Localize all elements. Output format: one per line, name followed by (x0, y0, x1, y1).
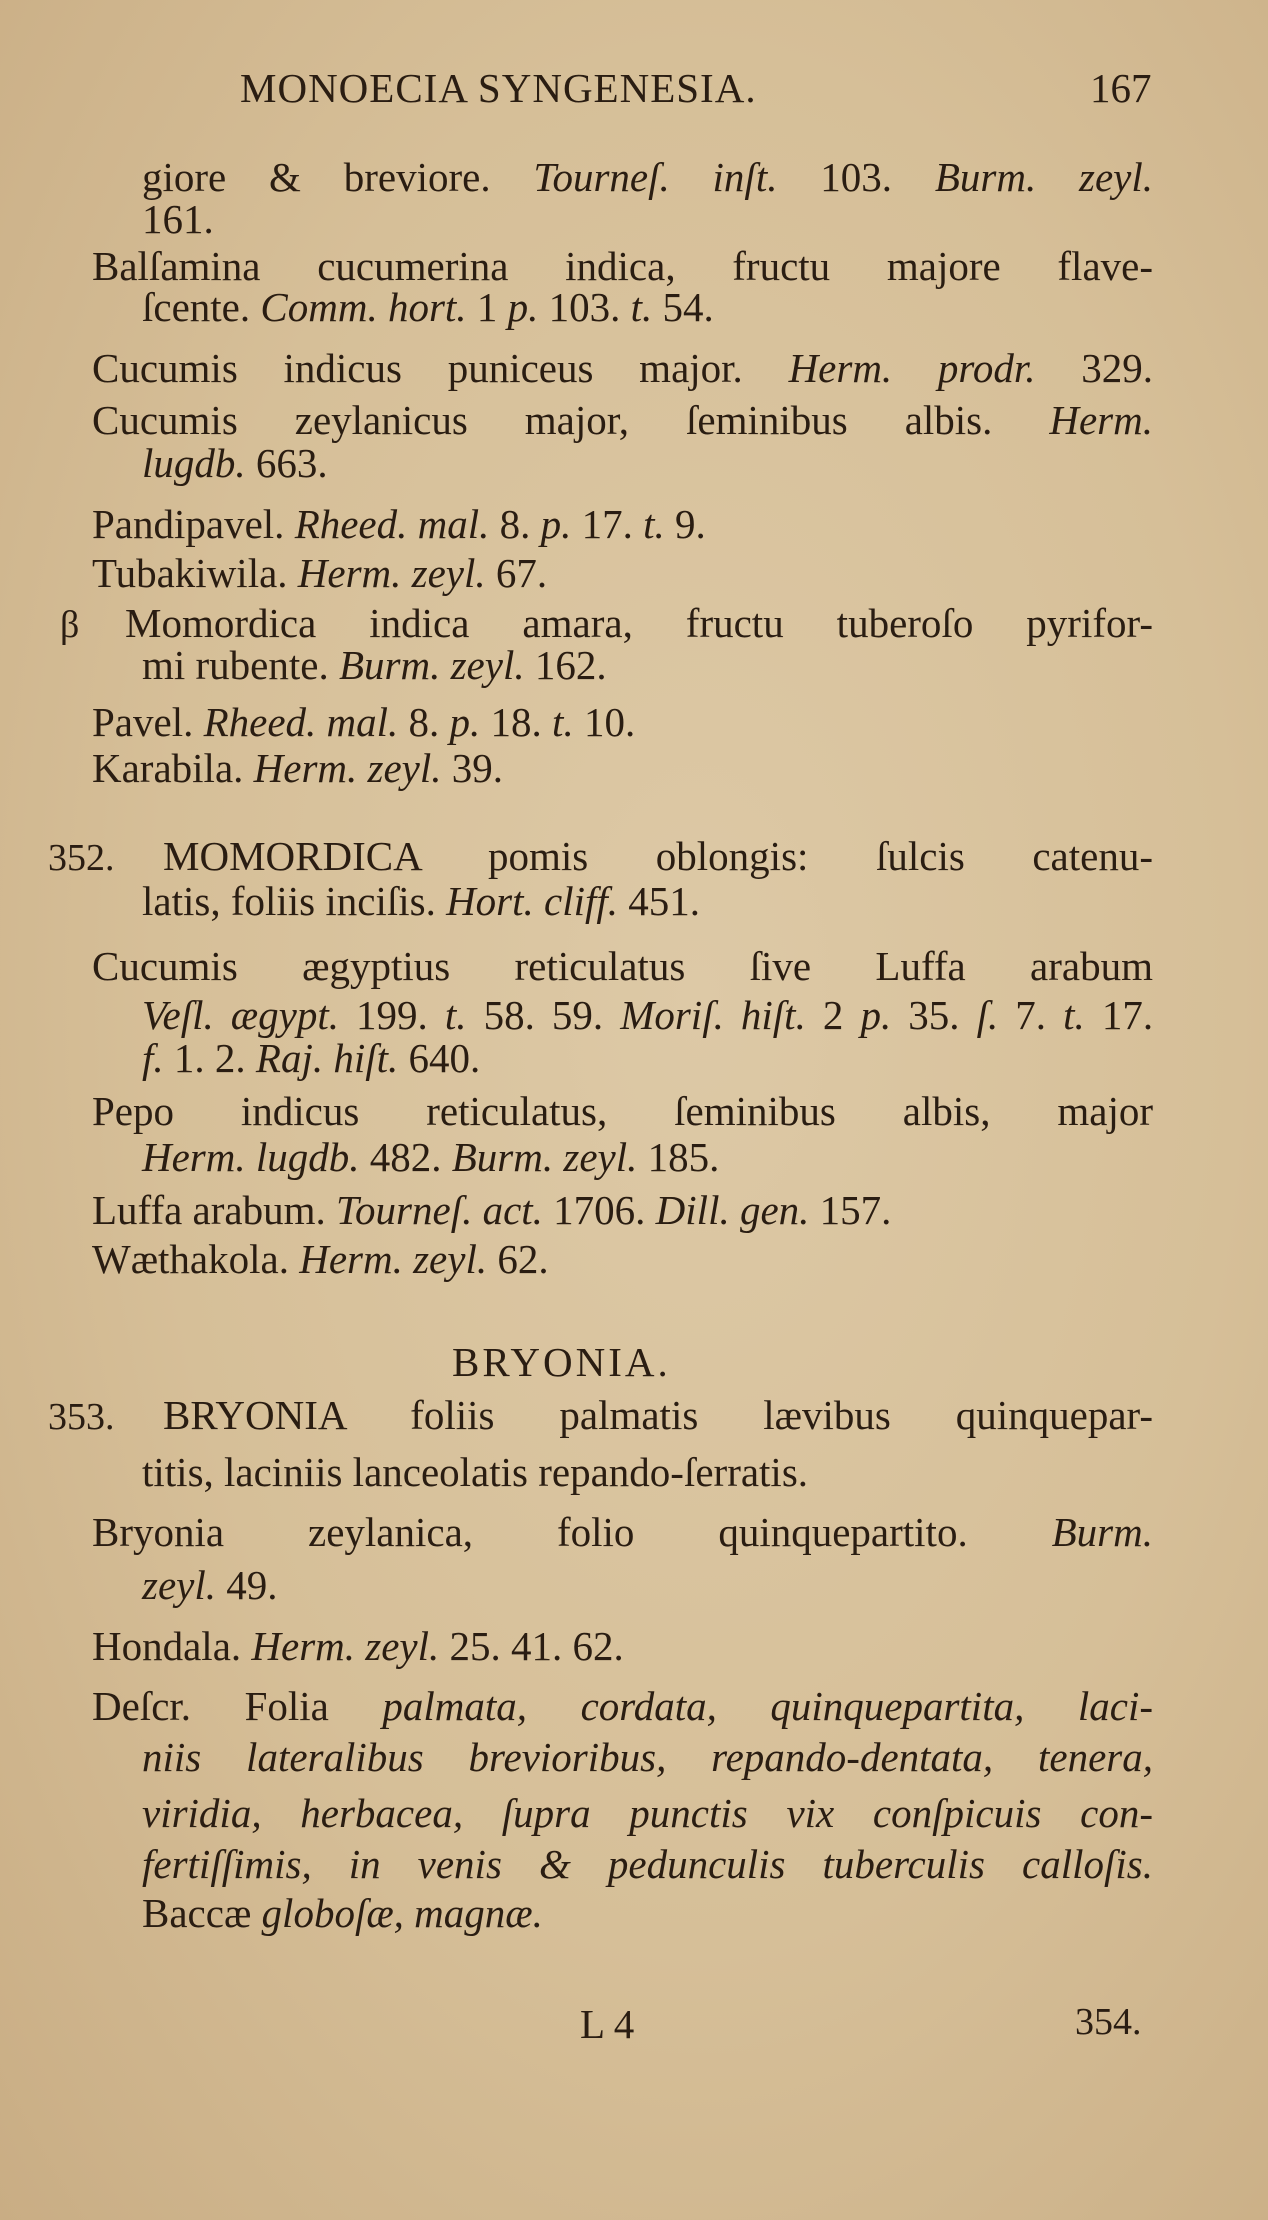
entry-text: 54. (662, 284, 714, 330)
text-line (142, 1889, 543, 1937)
entry-text: Luffa arabum. (92, 1187, 326, 1233)
text-line (142, 1789, 1153, 1837)
text-line (92, 698, 635, 746)
citation-text: Rheed. mal. (203, 699, 399, 745)
text-line (142, 1448, 808, 1496)
entry-text: 199. (356, 992, 428, 1038)
text-line (92, 396, 1153, 444)
entry-text: 49. (226, 1562, 278, 1608)
citation-text: Rheed. mal. (294, 501, 490, 547)
species-number: 352. (48, 837, 115, 879)
page-number: 167 (1090, 65, 1152, 111)
entry-text: Cucumis ægyptius reticulatus ſive Luffa arabum (92, 943, 1153, 989)
citation-text: t. (1063, 992, 1085, 1038)
text-line (92, 744, 503, 792)
citation-text: Burm. zeyl. (451, 1134, 638, 1180)
entry-text: 482. (369, 1134, 442, 1180)
citation-text: Comm. hort. (260, 284, 467, 330)
text-line (142, 1034, 480, 1082)
text-line (142, 1733, 1153, 1781)
entry-text: Deſcr. (92, 1683, 192, 1729)
citation-text: Burm. (1051, 1509, 1153, 1555)
entry-text: Pandipavel. (92, 501, 285, 547)
text-line (92, 1186, 891, 1234)
text-line (142, 1561, 278, 1609)
citation-text: Herm. (1049, 397, 1153, 443)
citation-text: Tourneſ. inſt. (533, 154, 778, 200)
text-line (142, 641, 607, 689)
entry-text: Hondala. (92, 1623, 242, 1669)
text-line (92, 1622, 624, 1670)
text-line (142, 1840, 1153, 1888)
entry-text: 329. (1081, 345, 1154, 391)
text-line (142, 877, 700, 925)
text-line (92, 1235, 549, 1283)
entry-text: 67. (495, 550, 548, 596)
entry-text: Folia (244, 1683, 329, 1729)
entry-text: Momordica indica amara, fructu tuberoſo pyrifor- (125, 600, 1153, 646)
entry-text: 2 (822, 992, 844, 1038)
entry-text: 17. (581, 501, 633, 547)
entry-text: mi rubente. (142, 642, 329, 688)
text-line (163, 1391, 1153, 1439)
entry-text: 62. (497, 1236, 549, 1282)
entry-text: 58. 59. (483, 992, 604, 1038)
citation-text: viridia, herbacea, ſupra punctis vix conſpicuis con- (142, 1790, 1153, 1836)
entry-text: Baccæ (142, 1890, 252, 1936)
entry-text: 39. (451, 745, 504, 791)
citation-text: Herm. zeyl. (297, 550, 486, 596)
entry-text: Balſamina cucumerina indica, fructu majore flave- (92, 243, 1153, 289)
entry-text: Bryonia zeylanica, folio quinquepartito. (92, 1509, 968, 1555)
entry-text: MOMORDICA pomis oblongis: ſulcis catenu- (163, 833, 1153, 879)
entry-text: 8. (408, 699, 440, 745)
entry-text: 1. 2. (173, 1035, 246, 1081)
citation-text: Herm. lugdb. (142, 1134, 360, 1180)
text-line (92, 1508, 1153, 1556)
entry-text: Cucumis indicus puniceus major. (92, 345, 743, 391)
entry-text: Karabila. (92, 745, 244, 791)
entry-text: Pepo indicus reticulatus, ſeminibus albis, major (92, 1088, 1153, 1134)
entry-text: 451. (628, 878, 701, 924)
entry-text: 161. (142, 196, 214, 242)
entry-text: 103. (820, 154, 893, 200)
entry-text: 157. (819, 1187, 892, 1233)
text-line (142, 195, 214, 243)
citation-text: t. (630, 284, 653, 330)
text-line (125, 599, 1153, 647)
text-line (92, 1087, 1153, 1135)
text-line (142, 153, 1153, 201)
species-number: 353. (48, 1396, 115, 1438)
citation-text: Tourneſ. act. (336, 1187, 543, 1233)
text-line (142, 1133, 719, 1181)
entry-text: 35. (908, 992, 960, 1038)
citation-text: Herm. prodr. (788, 345, 1036, 391)
citation-text: ſ. (976, 992, 999, 1038)
variety-marker: β (60, 604, 80, 646)
entry-text: Pavel. (92, 699, 194, 745)
citation-text: zeyl. (142, 1562, 216, 1608)
entry-text: 8. (499, 501, 531, 547)
entry-text: 185. (647, 1134, 720, 1180)
citation-text: Herm. zeyl. (251, 1623, 440, 1669)
entry-text: latis, foliis inciſis. (142, 878, 436, 924)
citation-text: Burm. zeyl. (338, 642, 525, 688)
citation-text: p. (540, 501, 572, 547)
entry-text: 10. (583, 699, 636, 745)
citation-text: t. (643, 501, 665, 547)
citation-text: Veſl. ægypt. (142, 992, 339, 1038)
catchword: 354. (1075, 2001, 1142, 2043)
text-line (142, 439, 328, 487)
citation-text: niis lateralibus brevioribus, repando-dentata, tenera, (142, 1734, 1153, 1780)
text-line (142, 283, 714, 331)
entry-text: 1 (476, 284, 498, 330)
citation-text: Raj. hiſt. (255, 1035, 399, 1081)
citation-text: Burm. zeyl. (934, 154, 1154, 200)
citation-text: t. (552, 699, 574, 745)
citation-text: fertiſſimis, in venis & pedunculis tuberculis calloſis. (142, 1841, 1153, 1887)
entry-text: 18. (490, 699, 542, 745)
citation-text: lugdb. (142, 440, 246, 486)
entry-text: 663. (255, 440, 328, 486)
entry-text: 162. (534, 642, 607, 688)
signature-mark: L 4 (580, 2001, 635, 2047)
entry-text: Wæthakola. (92, 1236, 289, 1282)
citation-text: globoſæ, magnæ. (261, 1890, 543, 1936)
text-line (163, 832, 1153, 880)
entry-text: 9. (675, 501, 706, 547)
citation-text: Herm. zeyl. (253, 745, 442, 791)
citation-text: p. (507, 284, 539, 330)
entry-text: Cucumis zeylanicus major, ſeminibus albis. (92, 397, 993, 443)
entry-text: 25. 41. 62. (449, 1623, 624, 1669)
entry-text: titis, laciniis lanceolatis repando-ſerratis. (142, 1449, 809, 1495)
text-line (92, 942, 1153, 990)
text-line (92, 344, 1153, 392)
text-line (92, 549, 547, 597)
entry-text: 17. (1101, 992, 1154, 1038)
citation-text: p. (449, 699, 481, 745)
citation-text: p. (860, 992, 892, 1038)
text-line (142, 991, 1153, 1039)
entry-text: 640. (408, 1035, 481, 1081)
citation-text: f. (142, 1035, 164, 1081)
entry-text: ſcente. (142, 284, 251, 330)
citation-text: Moriſ. hiſt. (620, 992, 806, 1038)
entry-text: 7. (1015, 992, 1047, 1038)
running-title: MONOECIA SYNGENESIA. (240, 65, 757, 111)
text-line (92, 1682, 1153, 1730)
entry-text: giore & breviore. (142, 154, 491, 200)
citation-text: palmata, cordata, quinquepartita, laci- (382, 1683, 1154, 1729)
entry-text: 1706. (553, 1187, 646, 1233)
citation-text: Dill. gen. (655, 1187, 810, 1233)
entry-text: 103. (548, 284, 621, 330)
citation-text: Herm. zeyl. (299, 1236, 488, 1282)
entry-text: BRYONIA foliis palmatis lævibus quinquepar- (163, 1392, 1153, 1438)
citation-text: Hort. cliff. (446, 878, 619, 924)
entry-text: Tubakiwila. (92, 550, 288, 596)
citation-text: t. (444, 992, 467, 1038)
section-heading: BRYONIA. (452, 1339, 671, 1385)
text-line (92, 500, 706, 548)
